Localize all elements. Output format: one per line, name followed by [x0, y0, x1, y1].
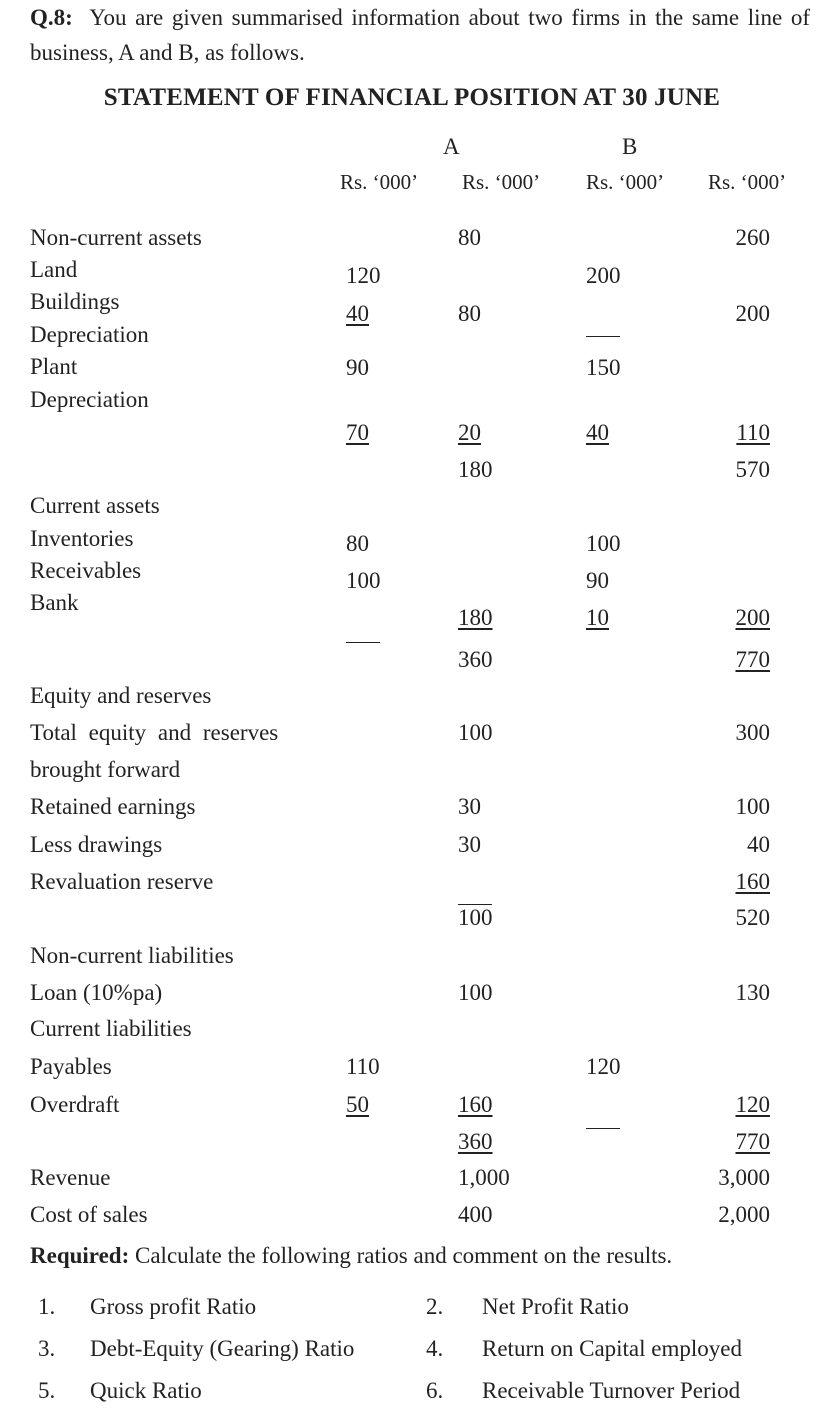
row-label: Equity and reserves — [30, 683, 212, 708]
row-label: Current assets — [30, 493, 160, 518]
subtotal-a: 100 — [458, 905, 493, 930]
cell-b2: 130 — [735, 980, 770, 1005]
cell-a1: 120 — [346, 263, 381, 288]
question-number: Q.8: — [30, 5, 73, 30]
cell-a2: 30 — [458, 794, 481, 819]
cell-a2: 400 — [458, 1202, 493, 1227]
cell-b1-dash — [586, 1110, 620, 1133]
cell-a1: 80 — [346, 531, 369, 556]
total-b: 770 — [735, 647, 770, 672]
unit-header: Rs. ‘000’ — [462, 170, 541, 194]
cell-a1: 70 — [346, 420, 369, 445]
ratio-number: 3. — [38, 1336, 56, 1361]
total-a: 360 — [458, 647, 493, 672]
cell-b1-dash — [586, 318, 620, 341]
row-label: Total equity and reserves — [30, 720, 279, 745]
cell-b1: 150 — [586, 355, 621, 380]
cell-a2: 100 — [458, 980, 493, 1005]
ratio-item: Receivable Turnover Period — [482, 1378, 741, 1403]
cell-a1-dash — [346, 624, 380, 647]
subtotal-b: 520 — [735, 905, 770, 930]
cell-a1: 50 — [346, 1092, 369, 1117]
subtotal-b: 570 — [735, 457, 770, 482]
cell-a2: 180 — [458, 605, 493, 630]
required-text: Calculate the following ratios and comment on the results. — [135, 1243, 673, 1268]
row-label: Less drawings — [30, 832, 163, 857]
cell-a2: 100 — [458, 720, 493, 745]
cell-b2: 200 — [735, 605, 770, 630]
cell-a1: 90 — [346, 355, 369, 380]
row-label: Receivables — [30, 558, 142, 583]
row-label: Current liabilities — [30, 1016, 192, 1041]
row-label: Buildings — [30, 289, 120, 314]
ratio-item: Return on Capital employed — [482, 1336, 742, 1361]
ratio-item: Quick Ratio — [90, 1378, 202, 1403]
firm-b-header: B — [622, 134, 638, 159]
cell-a2: 20 — [458, 420, 481, 445]
row-label: Cost of sales — [30, 1202, 148, 1227]
cell-b2: 200 — [735, 301, 770, 326]
subtotal-a: 180 — [458, 457, 493, 482]
cell-b1: 120 — [586, 1054, 621, 1079]
row-label: Bank — [30, 590, 79, 615]
cell-b2: 3,000 — [718, 1165, 770, 1190]
cell-b2: 260 — [735, 225, 770, 250]
required-label: Required: — [30, 1243, 130, 1268]
cell-b2: 110 — [736, 420, 770, 445]
unit-header: Rs. ‘000’ — [340, 170, 419, 194]
cell-b2: 300 — [735, 720, 770, 745]
row-label: Land — [30, 257, 78, 282]
unit-header: Rs. ‘000’ — [708, 170, 787, 194]
unit-header: Rs. ‘000’ — [586, 170, 665, 194]
row-label: Payables — [30, 1054, 112, 1079]
row-label: Revaluation reserve — [30, 869, 214, 894]
cell-b1: 40 — [586, 420, 609, 445]
ratio-item: Debt-Equity (Gearing) Ratio — [90, 1336, 355, 1361]
cell-b1: 10 — [586, 605, 609, 630]
row-label: Non-current assets — [30, 225, 202, 250]
cell-a2: 30 — [458, 832, 481, 857]
cell-b1: 90 — [586, 568, 609, 593]
question-body: You are given summarised information about two firms in the same line of business, A and B, as follows. — [30, 5, 810, 65]
cell-b2: 40 — [747, 832, 770, 857]
cell-b2: 160 — [735, 869, 770, 894]
cell-a2: 160 — [458, 1092, 493, 1117]
row-label: Overdraft — [30, 1092, 120, 1117]
cell-a1: 100 — [346, 568, 381, 593]
row-label: Non-current liabilities — [30, 943, 234, 968]
total-a: 360 — [458, 1129, 493, 1154]
cell-b2: 2,000 — [718, 1202, 770, 1227]
total-b: 770 — [735, 1129, 770, 1154]
question-text — [30, 0, 810, 70]
statement-title: STATEMENT OF FINANCIAL POSITION AT 30 JUNE — [103, 84, 721, 111]
row-label: Plant — [30, 354, 78, 379]
ratio-number: 4. — [426, 1336, 444, 1361]
cell-a2: 1,000 — [458, 1165, 510, 1190]
row-label: Depreciation — [30, 387, 149, 412]
required-line — [30, 1243, 672, 1269]
ratio-number: 5. — [38, 1378, 56, 1403]
row-label: Loan (10%pa) — [30, 980, 163, 1005]
cell-b1: 200 — [586, 263, 621, 288]
cell-a2: 80 — [458, 225, 481, 250]
row-label: Retained earnings — [30, 794, 196, 819]
cell-a2: 80 — [458, 301, 481, 326]
row-label: Inventories — [30, 526, 134, 551]
firm-a-header: A — [443, 134, 460, 159]
cell-b1: 100 — [586, 531, 621, 556]
ratio-item: Net Profit Ratio — [482, 1294, 629, 1319]
cell-a1: 110 — [346, 1054, 380, 1079]
ratio-item: Gross profit Ratio — [90, 1294, 257, 1319]
cell-a1: 40 — [346, 301, 369, 326]
ratio-number: 2. — [426, 1294, 444, 1319]
cell-b2: 120 — [735, 1092, 770, 1117]
row-label: Depreciation — [30, 322, 149, 347]
ratio-number: 6. — [426, 1378, 444, 1403]
row-label: brought forward — [30, 757, 181, 782]
cell-b2: 100 — [735, 794, 770, 819]
ratio-number: 1. — [38, 1294, 56, 1319]
row-label: Revenue — [30, 1165, 111, 1190]
